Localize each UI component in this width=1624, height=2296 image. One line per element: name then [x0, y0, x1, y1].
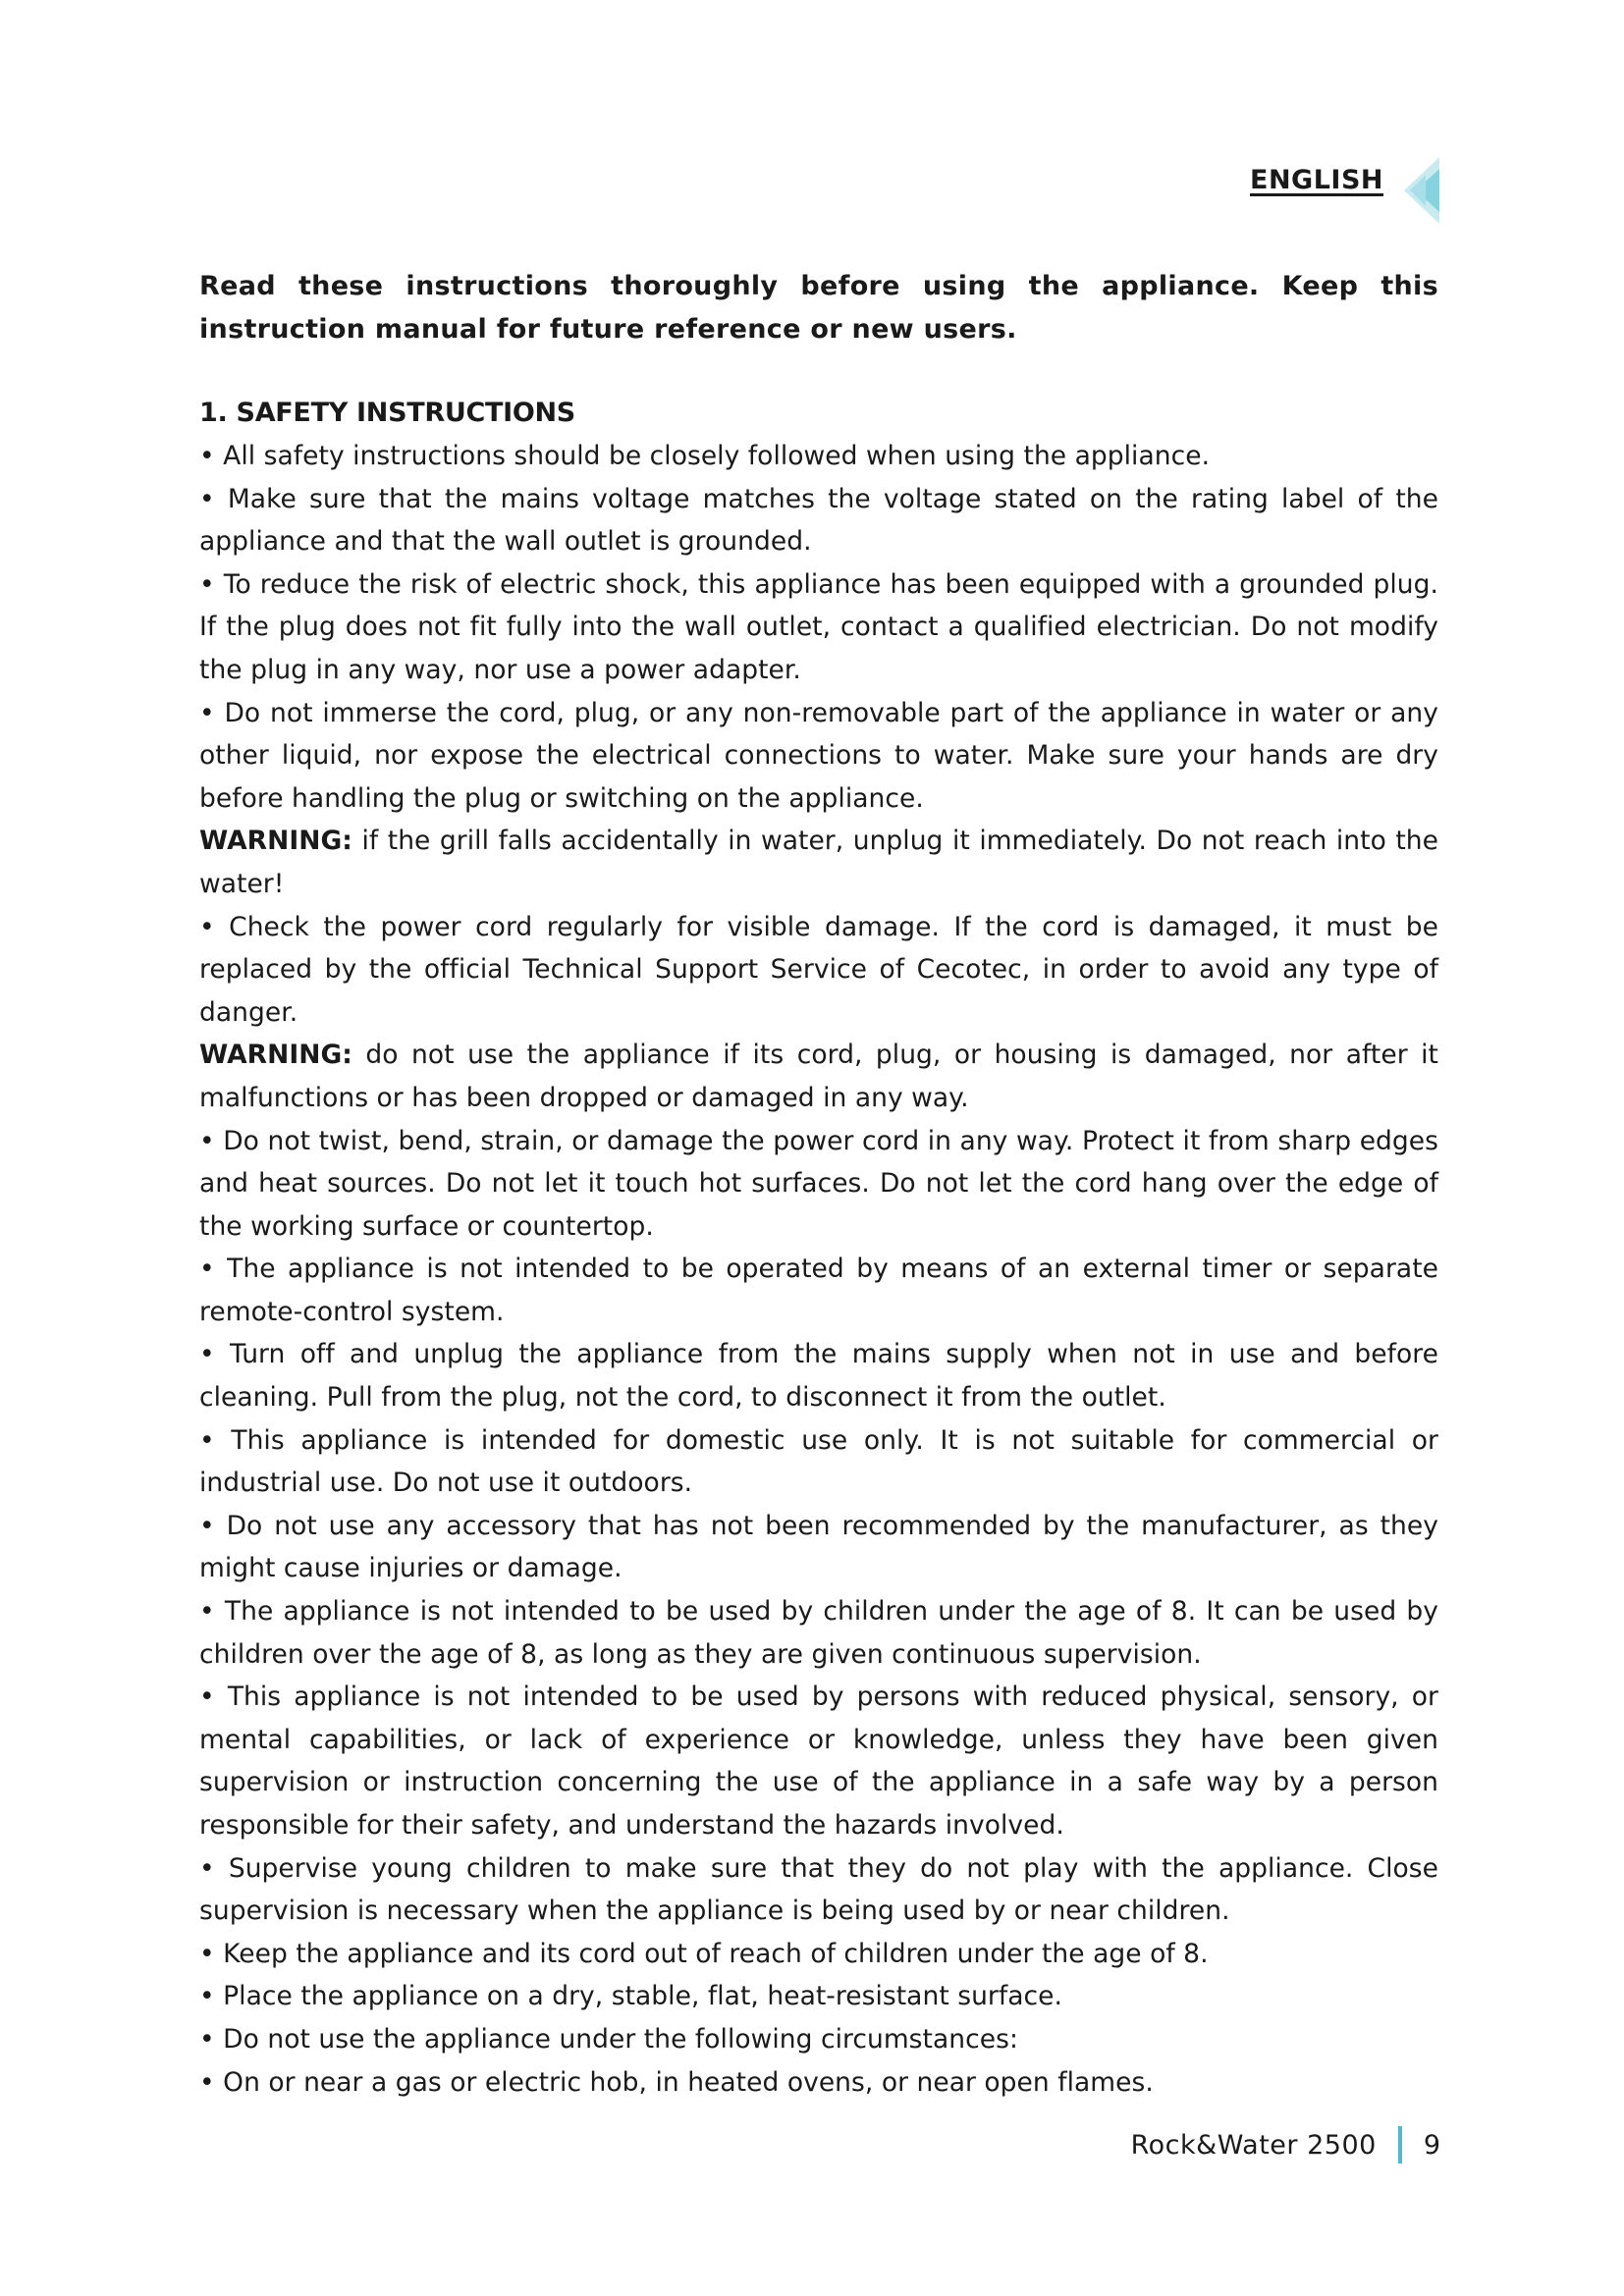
- language-label: ENGLISH: [1250, 165, 1383, 195]
- list-item: [199, 1248, 1438, 1333]
- list-item: [199, 563, 1438, 692]
- list-item-text: • Check the power cord regularly for visible damage. If the cord is damaged, it must be replaced by the official Technical Support Service of Cecotec, in order to avoid any type of danger.: [199, 911, 1438, 1028]
- list-item-text: • This appliance is intended for domestic use only. It is not suitable for commercial or industrial use. Do not use it outdoors.: [199, 1424, 1438, 1499]
- list-item-text: • Do not immerse the cord, plug, or any non-removable part of the appliance in water or any other liquid, nor expose the electrical connections to water. Make sure your hands are dry before handling the plug or switching on the appliance.: [199, 697, 1438, 814]
- warning-item: [199, 1034, 1438, 1119]
- footer-product-name: Rock&Water 2500: [1130, 2129, 1377, 2161]
- list-item: [199, 1120, 1438, 1249]
- list-item: [199, 1590, 1438, 1676]
- language-tab-icon: [1402, 155, 1439, 226]
- list-item: [199, 1847, 1438, 1933]
- list-item-text: • Do not use the appliance under the following circumstances:: [199, 2023, 1018, 2055]
- list-item-text: • Place the appliance on a dry, stable, flat, heat-resistant surface.: [199, 1981, 1062, 2012]
- list-item: [199, 2018, 1438, 2061]
- page-footer: [1131, 2126, 1440, 2163]
- list-item: [199, 1975, 1438, 2018]
- list-item: [199, 1419, 1438, 1505]
- list-item-text: if the grill falls accidentally in water, unplug it immediately. Do not reach into the water!: [199, 826, 1438, 899]
- list-item: [199, 1505, 1438, 1590]
- list-item: [199, 1933, 1438, 1976]
- list-item-text: • Turn off and unplug the appliance from the mains supply when not in use and before cleaning. Pull from the plug, not the cord, to disconnect it from the outlet.: [199, 1339, 1438, 1414]
- section-title: 1. SAFETY INSTRUCTIONS: [199, 398, 575, 428]
- list-item: [199, 1676, 1438, 1846]
- list-item-text: • To reduce the risk of electric shock, this appliance has been equipped with a grounded plug. If the plug does not fit fully into the wall outlet, contact a qualified electrician. Do not modify the plug in any way, nor use a power adapter.: [199, 568, 1438, 685]
- list-item-text: • Supervise young children to make sure that they do not play with the appliance. Close supervision is necessary when the appliance is being used by or near children.: [199, 1852, 1438, 1927]
- list-item-text: • The appliance is not intended to be operated by means of an external timer or separate remote-control system.: [199, 1254, 1438, 1327]
- list-item-text: • Keep the appliance and its cord out of reach of children under the age of 8.: [199, 1938, 1209, 1969]
- page-number: 9: [1423, 2129, 1440, 2161]
- list-item: [199, 2061, 1438, 2105]
- list-item: [199, 435, 1438, 478]
- warning-item: [199, 820, 1438, 905]
- list-item-text: • Do not use any accessory that has not been recommended by the manufacturer, as they might cause injuries or damage.: [199, 1510, 1438, 1584]
- list-item: [199, 692, 1438, 821]
- list-item: [199, 906, 1438, 1035]
- list-item: [199, 478, 1438, 563]
- list-item-text: • All safety instructions should be closely followed when using the appliance.: [199, 441, 1211, 471]
- list-item: [199, 1333, 1438, 1418]
- list-item-text: • The appliance is not intended to be used by children under the age of 8. It can be used by children over the age of 8, as long as they are given continuous supervision.: [199, 1596, 1438, 1670]
- main-content: [199, 265, 1438, 2104]
- warning-label: WARNING:: [199, 1040, 352, 1071]
- safety-instructions-list: [199, 435, 1438, 2104]
- intro-notice: Read these instructions thoroughly before using the appliance. Keep this instruction manual for future reference or new users.: [199, 271, 1438, 345]
- list-item-text: do not use the appliance if its cord, plug, or housing is damaged, nor after it malfunctions or has been dropped or damaged in any way.: [199, 1040, 1438, 1113]
- list-item-text: • Make sure that the mains voltage matches the voltage stated on the rating label of the appliance and that the wall outlet is grounded.: [199, 483, 1438, 558]
- list-item-text: • On or near a gas or electric hob, in heated ovens, or near open flames.: [199, 2066, 1154, 2098]
- list-item-text: • This appliance is not intended to be used by persons with reduced physical, sensory, or mental capabilities, or lack of experience or knowledge, unless they have been given supervision or instruction concerning the use of the appliance in a safe way by a person responsible for their safety, and understand the hazards involved.: [199, 1682, 1438, 1841]
- list-item-text: • Do not twist, bend, strain, or damage the power cord in any way. Protect it from sharp edges and heat sources. Do not let it touch hot surfaces. Do not let the cord hang over the edge of the working surface or countertop.: [199, 1125, 1438, 1242]
- warning-label: WARNING:: [199, 826, 352, 857]
- footer-divider: [1398, 2126, 1402, 2163]
